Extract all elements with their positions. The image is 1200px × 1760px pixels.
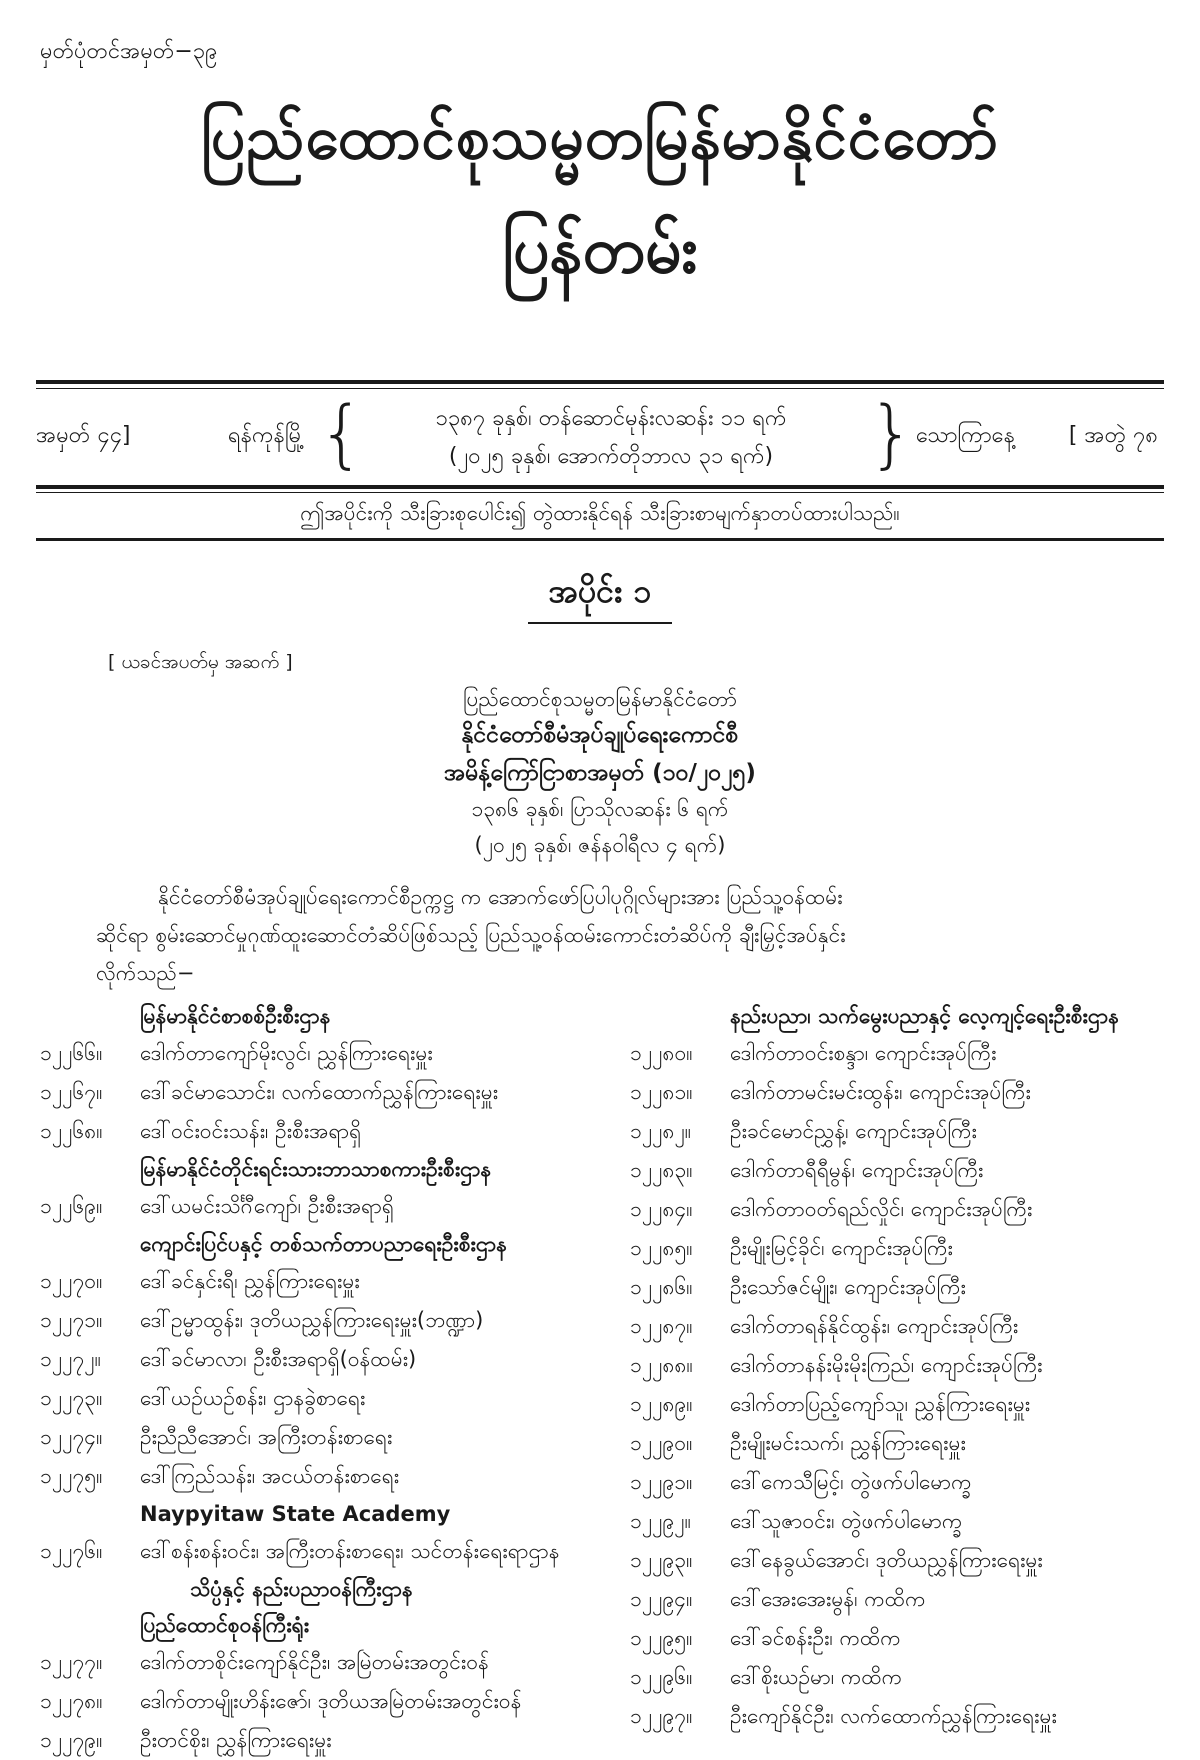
entry-number: ၁၂၂၈၄။ [630, 1197, 693, 1221]
awardee-name: ဒေါက်တာဝတ်ရည်လှိုင်၊ ကျောင်းအုပ်ကြီး [730, 1197, 1033, 1221]
entry-number: ၁၂၂၇၈။ [40, 1689, 103, 1713]
awardee-entry [630, 1268, 1170, 1307]
awardee-entry [40, 1187, 610, 1226]
order-number: အမိန့်ကြော်ငြာစာအမှတ် (၁၀/၂၀၂၅) [444, 760, 756, 786]
part-underline [528, 622, 672, 624]
awardee-name: ဒေါက်တာပြည့်ကျော်သူ၊ ညွှန်ကြားရေးမှူး [730, 1392, 1031, 1416]
awardee-entry [630, 1580, 1170, 1619]
awardee-entry [630, 1307, 1170, 1346]
issue-number: အမှတ် ၄၄] [36, 423, 131, 448]
awardee-name: ဒေါ်ဝင်းဝင်းသန်း၊ ဦးစီးအရာရှိ [140, 1119, 362, 1143]
entry-number: ၁၂၂၉၃။ [630, 1548, 693, 1572]
issuer-line2: နိုင်ငံတော်စီမံအုပ်ချုပ်ရေးကောင်စီ [461, 722, 739, 748]
awardee-name: ဒေါ်စိုးယဉ်မာ၊ ကထိက [730, 1665, 903, 1689]
issue-info-row [36, 391, 1164, 478]
awardee-name: ဦးတင်စိုး၊ ညွှန်ကြားရေးမှူး [140, 1728, 332, 1752]
awardee-entry [40, 1301, 610, 1340]
awardee-name: ဒေါ်ယမင်းသိင်္ဂီကျော်၊ ဦးစီးအရာရှိ [140, 1194, 394, 1218]
awardee-entry [630, 1541, 1170, 1580]
awardee-name: ဒေါက်တာမင်းမင်းထွန်း၊ ကျောင်းအုပ်ကြီး [730, 1080, 1031, 1104]
order-date-myanmar: ၁၃၈၆ ခုနှစ်၊ ပြာသိုလဆန်း ၆ ရက် [471, 797, 729, 821]
entry-number: ၁၂၂၉၆။ [630, 1665, 693, 1689]
awardee-entry [630, 1658, 1170, 1697]
entry-number: ၁၂၂၉၁။ [630, 1470, 693, 1494]
awardee-name: ဒေါ်ယဉ်ယဉ်စန်း၊ ဌာနခွဲစာရေး [140, 1386, 366, 1410]
awardee-entry [630, 1346, 1170, 1385]
entry-number: ၁၂၂၆၈။ [40, 1119, 103, 1143]
entry-number: ၁၂၂၈၅။ [630, 1236, 693, 1260]
awardee-entry [40, 1682, 610, 1721]
entry-number: ၁၂၂၈၃။ [630, 1158, 693, 1182]
awardee-entry [630, 1190, 1170, 1229]
awardee-name: ဒေါက်တာကျော်မိုးလွင်၊ ညွှန်ကြားရေးမှူး [140, 1041, 433, 1065]
awardee-list-left [40, 998, 610, 1760]
notification-paragraph [96, 878, 1106, 992]
issue-date-myanmar: ၁၃၈၇ ခုနှစ်၊ တန်ဆောင်မုန်းလဆန်း ၁၁ ရက် [435, 406, 787, 431]
department-heading: သိပ္ပံနှင့် နည်းပညာဝန်ကြီးဌာန [190, 1577, 413, 1601]
entry-number: ၁၂၂၇၂။ [40, 1347, 101, 1371]
awardee-entry [40, 1457, 610, 1496]
entry-number: ၁၂၂၇၇။ [40, 1650, 103, 1674]
mid-rule-thin [36, 492, 1164, 493]
department-heading: ပြည်ထောင်စုဝန်ကြီးရုံး [140, 1613, 310, 1637]
awardee-entry [630, 1697, 1170, 1736]
awardee-name: ဒေါ်ခင်မာသောင်း၊ လက်ထောက်ညွှန်ကြားရေးမှူး [140, 1080, 499, 1104]
entry-number: ၁၂၂၈၇။ [630, 1314, 693, 1338]
paragraph-line-1: နိုင်ငံတော်စီမံအုပ်ချုပ်ရေးကောင်စီဥက္ကဋ္ဌ က အောက်ဖော်ပြပါပုဂ္ဂိုလ်များအား ပြည်သူ့ဝန်ထမ်း [158, 885, 843, 909]
awardee-name: ဒေါ်စန်းစန်းဝင်း၊ အကြီးတန်းစာရေး၊ သင်တန်းရေးရာဌာန [140, 1539, 560, 1563]
entry-number: ၁၂၂၇၆။ [40, 1539, 103, 1563]
awardee-name: ဦးမျိုးမြင့်ခိုင်၊ ကျောင်းအုပ်ကြီး [730, 1236, 953, 1260]
awardee-entry [40, 1643, 610, 1682]
awardee-name: ဒေါက်တာဝင်းစန္ဒာ၊ ကျောင်းအုပ်ကြီး [730, 1041, 997, 1065]
right-brace: } [868, 391, 916, 477]
awardee-entry [630, 1112, 1170, 1151]
awardee-name: ဒေါက်တာရီရီမွန်၊ ကျောင်းအုပ်ကြီး [730, 1158, 984, 1182]
entry-number: ၁၂၂၆၆။ [40, 1041, 103, 1065]
paragraph-line-2: ဆိုင်ရာ စွမ်းဆောင်မှုဂုဏ်ထူးဆောင်တံဆိပ်ဖြစ်သည့် ပြည်သူ့ဝန်ထမ်းကောင်းတံဆိပ်ကို ချီးမြှင့်အပ်နှင်း [96, 923, 846, 947]
entry-number: ၁၂၂၇၅။ [40, 1464, 103, 1488]
entry-number: ၁၂၂၇၄။ [40, 1425, 103, 1449]
awardee-name: ဦးကျော်နိုင်ဦး၊ လက်ထောက်ညွှန်ကြားရေးမှူး [730, 1704, 1057, 1728]
entry-number: ၁၂၂၇၃။ [40, 1386, 103, 1410]
entry-number: ၁၂၂၈၈။ [630, 1353, 693, 1377]
entry-number: ၁၂၂၇၉။ [40, 1728, 103, 1752]
entry-number: ၁၂၂၉၀။ [630, 1431, 693, 1455]
awardee-name: ဒေါ်နေခွယ်အောင်၊ ဒုတိယညွှန်ကြားရေးမှူး [730, 1548, 1043, 1572]
issuer-line1: ပြည်ထောင်စုသမ္မတမြန်မာနိုင်ငံတော် [462, 687, 737, 711]
gazette-title: ပြည်ထောင်စုသမ္မတမြန်မာနိုင်ငံတော် [201, 103, 999, 173]
entry-number: ၁၂၂၆၉။ [40, 1194, 103, 1218]
awardee-name: ဒေါ်ဥမ္မာထွန်း၊ ဒုတိယညွှန်ကြားရေးမှူး(ဘဏ္ဍာ) [140, 1308, 484, 1332]
part-heading: အပိုင်း ၁ [548, 572, 652, 610]
awardee-name: ဒေါက်တာစိုင်းကျော်နိုင်ဦး၊ အမြဲတမ်းအတွင်းဝန် [140, 1650, 489, 1674]
awardee-entry [630, 1502, 1170, 1541]
awardee-entry [40, 1721, 610, 1760]
department-heading: မြန်မာနိုင်ငံတိုင်းရင်းသားဘာသာစကားဦးစီးဌာန [140, 1157, 492, 1181]
department-heading: နည်းပညာ၊ သက်မွေးပညာနှင့် လေ့ကျင့်ရေးဦးစီးဌာန [730, 1004, 1120, 1028]
issue-date-gregorian: (၂၀၂၅ ခုနှစ်၊ အောက်တိုဘာလ ၃၁ ရက်) [448, 444, 774, 469]
entry-number: ၁၂၂၈၆။ [630, 1275, 693, 1299]
order-date-gregorian: (၂၀၂၅ ခုနှစ်၊ ဇန်နဝါရီလ ၄ ရက်) [474, 833, 726, 857]
separate-page-note: ဤအပိုင်းကို သီးခြားစုပေါင်း၍ တွဲထားနိုင်ရန် သီးခြားစာမျက်နှာတပ်ထားပါသည်။ [300, 501, 900, 525]
entry-number: ၁၂၂၈၂။ [630, 1119, 692, 1143]
issue-city: ရန်ကုန်မြို့ [228, 423, 305, 448]
entry-number: ၁၂၂၈၉။ [630, 1392, 693, 1416]
awardee-entry [630, 1385, 1170, 1424]
bottom-rule [36, 538, 1164, 541]
awardee-name: ဦးခင်မောင်ညွှန့်၊ ကျောင်းအုပ်ကြီး [730, 1119, 977, 1143]
issue-volume: [ အတွဲ ၇၈ [1068, 423, 1158, 448]
awardee-name: ဒေါက်တာရန်နိုင်ထွန်း၊ ကျောင်းအုပ်ကြီး [730, 1314, 1019, 1338]
awardee-entry [40, 1418, 610, 1457]
entry-number: ၁၂၂၉၅။ [630, 1626, 693, 1650]
awardee-entry [40, 1112, 610, 1151]
awardee-entry [40, 1379, 610, 1418]
awardee-name: ဦးသော်ဇင်မျိုး၊ ကျောင်းအုပ်ကြီး [730, 1275, 966, 1299]
awardee-name: ဒေါ်ကေသီမြင့်၊ တွဲဖက်ပါမောက္ခ [730, 1470, 972, 1494]
awardee-name: ဒေါ်ခင်မာလာ၊ ဦးစီးအရာရှိ(ဝန်ထမ်း) [140, 1347, 417, 1371]
awardee-name: ဒေါ်ကြည်သန်း၊ အငယ်တန်းစာရေး [140, 1464, 400, 1488]
entry-number: ၁၂၂၇၁။ [40, 1308, 103, 1332]
issue-dates [366, 400, 856, 476]
entry-number: ၁၂၂၉၄။ [630, 1587, 693, 1611]
gazette-subtitle: ပြန်တမ်း [502, 214, 698, 288]
awardee-name: ဒေါ်အေးအေးမွန်၊ ကထိက [730, 1587, 926, 1611]
awardee-entry [40, 1532, 610, 1571]
awardee-name: ဦးညီညီအောင်၊ အကြီးတန်းစာရေး [140, 1425, 393, 1449]
continued-note: [ ယခင်အပတ်မှ အဆက် ] [108, 651, 293, 673]
awardee-name: ဒေါက်တာနန်းမိုးမိုးကြည်၊ ကျောင်းအုပ်ကြီး [730, 1353, 1043, 1377]
awardee-entry [630, 1229, 1170, 1268]
awardee-entry [40, 1340, 610, 1379]
awardee-entry [40, 1073, 610, 1112]
entry-number: ၁၂၂၈၁။ [630, 1080, 693, 1104]
awardee-entry [630, 1073, 1170, 1112]
department-heading: Naypyitaw State Academy [140, 1502, 451, 1526]
awardee-name: ဦးမျိုးမင်းသက်၊ ညွှန်ကြားရေးမှူး [730, 1431, 966, 1455]
awardee-entry [40, 1262, 610, 1301]
mid-rule-thick [36, 485, 1164, 489]
awardee-entry [630, 1619, 1170, 1658]
top-rule-thin [36, 388, 1164, 389]
awardee-name: ဒေါ်ခင်စန်းဦး၊ ကထိက [730, 1626, 901, 1650]
awardee-entry [630, 1424, 1170, 1463]
awardee-name: ဒေါ်ခင်နှင်းရီ၊ ညွှန်ကြားရေးမှူး [140, 1269, 360, 1293]
awardee-entry [630, 1034, 1170, 1073]
awardee-entry [630, 1151, 1170, 1190]
awardee-entry [630, 1463, 1170, 1502]
entry-number: ၁၂၂၇၀။ [40, 1269, 103, 1293]
issue-weekday: သောကြာနေ့ [916, 423, 1015, 448]
awardee-entry [40, 1034, 610, 1073]
awardee-name: ဒေါ်သူဇာဝင်း၊ တွဲဖက်ပါမောက္ခ [730, 1509, 963, 1533]
entry-number: ၁၂၂၉၇။ [630, 1704, 693, 1728]
entry-number: ၁၂၂၉၂။ [630, 1509, 691, 1533]
entry-number: ၁၂၂၆၇။ [40, 1080, 103, 1104]
top-rule-thick [36, 380, 1164, 384]
awardee-list-right [630, 998, 1170, 1736]
department-heading: ကျောင်းပြင်ပနှင့် တစ်သက်တာပညာရေးဦးစီးဌာန [140, 1232, 507, 1256]
entry-number: ၁၂၂၈၀။ [630, 1041, 693, 1065]
left-brace: { [318, 391, 366, 477]
registration-number: မှတ်ပုံတင်အမှတ်−၃၉ [40, 39, 218, 64]
department-heading: မြန်မာနိုင်ငံစာစစ်ဦးစီးဌာန [140, 1004, 331, 1028]
paragraph-line-3: လိုက်သည်− [96, 961, 195, 985]
awardee-name: ဒေါက်တာမျိုးဟိန်းဇော်၊ ဒုတိယအမြဲတမ်းအတွင်းဝန် [140, 1689, 522, 1713]
